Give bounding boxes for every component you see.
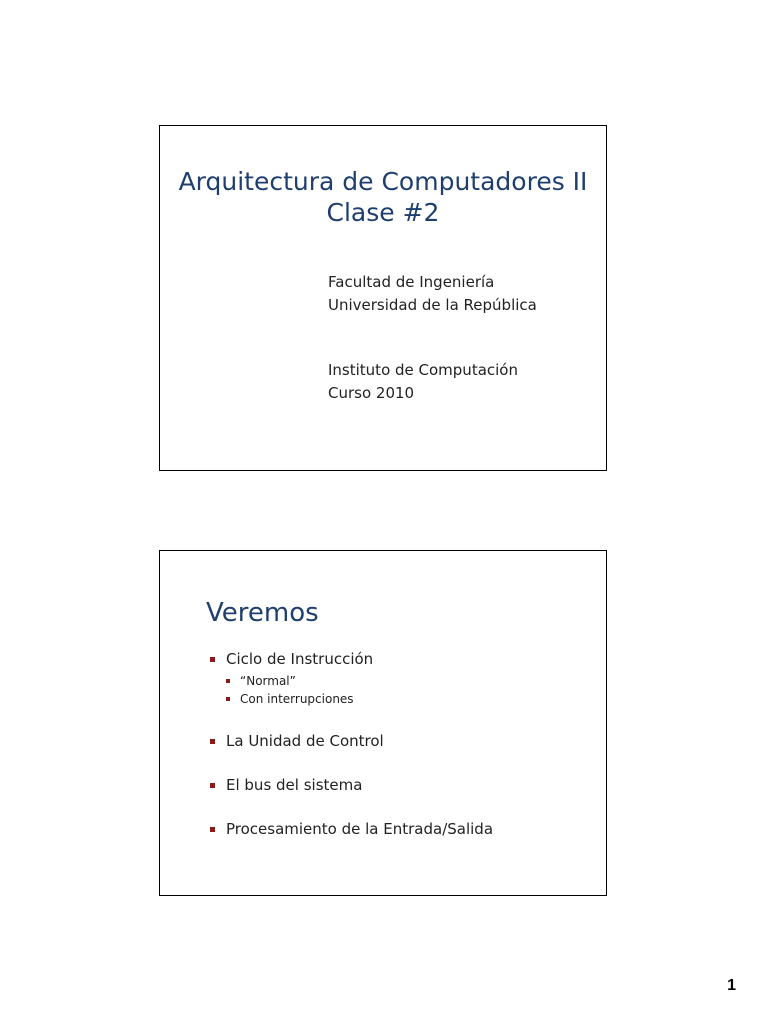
title-line-2: Clase #2: [326, 198, 440, 227]
square-bullet-icon: [210, 827, 215, 832]
university-text: Universidad de la República: [328, 296, 537, 314]
agenda-item: [210, 648, 596, 708]
square-bullet-icon: [210, 783, 215, 788]
agenda-sublist: [226, 672, 596, 708]
page-number: 1: [727, 977, 736, 994]
agenda-subitem: [226, 690, 596, 708]
square-bullet-icon: [210, 657, 215, 662]
faculty-block: [328, 271, 537, 317]
agenda-item: [210, 730, 596, 752]
institute-block: [328, 359, 518, 405]
square-bullet-icon: [226, 697, 230, 701]
agenda-slide: [159, 550, 607, 896]
square-bullet-icon: [226, 679, 230, 683]
agenda-item: [210, 774, 596, 796]
agenda-item-label: Procesamiento de la Entrada/Salida: [226, 820, 494, 838]
title-slide: [159, 125, 607, 471]
title-line-1: Arquitectura de Computadores II: [178, 167, 588, 196]
agenda-item: [210, 818, 596, 840]
slide-title: [160, 166, 606, 228]
square-bullet-icon: [210, 739, 215, 744]
agenda-subitem-label: “Normal”: [240, 674, 296, 688]
agenda-item-label: Ciclo de Instrucción: [226, 650, 374, 668]
faculty-text: Facultad de Ingeniería: [328, 273, 495, 291]
agenda-title: Veremos: [206, 598, 319, 628]
agenda-subitem: [226, 672, 596, 690]
institute-text: Instituto de Computación: [328, 361, 518, 379]
course-text: Curso 2010: [328, 384, 415, 402]
agenda-list: [210, 648, 596, 840]
agenda-subitem-label: Con interrupciones: [240, 692, 354, 706]
agenda-item-label: La Unidad de Control: [226, 732, 384, 750]
agenda-item-label: El bus del sistema: [226, 776, 363, 794]
